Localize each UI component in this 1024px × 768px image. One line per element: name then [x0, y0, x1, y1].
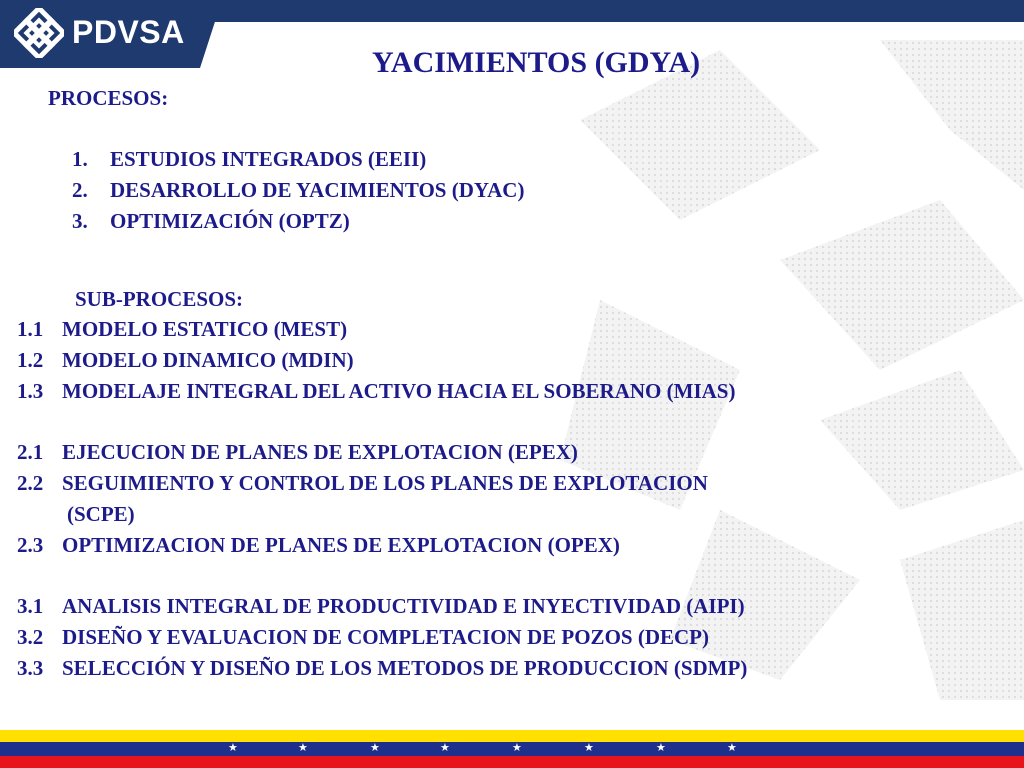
subprocesos-heading: SUB-PROCESOS:: [75, 287, 244, 311]
logo-block: [0, 0, 200, 68]
list-item-number: 2.3: [17, 533, 44, 557]
star-icon: ★: [440, 741, 450, 754]
list-item: DESARROLLO DE YACIMIENTOS (DYAC): [110, 178, 525, 202]
flag-stripe-red: [0, 756, 1024, 768]
list-item: SELECCIÓN Y DISEÑO DE LOS METODOS DE PRODUCCION (SDMP): [62, 656, 748, 680]
list-item: OPTIMIZACIÓN (OPTZ): [110, 209, 350, 233]
list-item-number: 2.: [72, 178, 88, 202]
star-icon: ★: [584, 741, 594, 754]
star-icon: ★: [228, 741, 238, 754]
list-item-number: 2.1: [17, 440, 44, 464]
list-item-number: 1.3: [17, 379, 44, 403]
star-icon: ★: [512, 741, 522, 754]
list-item: MODELO DINAMICO (MDIN): [62, 348, 354, 372]
procesos-heading: PROCESOS:: [48, 86, 169, 110]
list-item: DISEÑO Y EVALUACION DE COMPLETACION DE POZOS (DECP): [62, 625, 709, 649]
list-item: MODELO ESTATICO (MEST): [62, 317, 348, 341]
list-item-number: 2.2: [17, 471, 44, 495]
list-item-number: 3.1: [17, 594, 44, 618]
star-icon: ★: [727, 741, 737, 754]
star-icon: ★: [656, 741, 666, 754]
list-item-number: 3.2: [17, 625, 44, 649]
list-item: OPTIMIZACION DE PLANES DE EXPLOTACION (OPEX): [62, 533, 620, 557]
pdvsa-logo-icon: [14, 8, 64, 58]
logo-slant: [200, 0, 222, 68]
list-item-number: 1.2: [17, 348, 44, 372]
slide-title: YACIMIENTOS (GDYA): [372, 46, 701, 79]
list-item-number: 3.: [72, 209, 88, 233]
list-item-number: 3.3: [17, 656, 44, 680]
list-item: ESTUDIOS INTEGRADOS (EEII): [110, 147, 427, 171]
list-item: EJECUCION DE PLANES DE EXPLOTACION (EPEX): [62, 440, 578, 464]
list-item-continuation: (SCPE): [67, 502, 135, 526]
list-item: ANALISIS INTEGRAL DE PRODUCTIVIDAD E INYECTIVIDAD (AIPI): [62, 594, 745, 618]
star-icon: ★: [298, 741, 308, 754]
star-icon: ★: [370, 741, 380, 754]
list-item: SEGUIMIENTO Y CONTROL DE LOS PLANES DE EXPLOTACION: [62, 471, 708, 495]
logo-text: PDVSA: [72, 14, 185, 50]
list-item-number: 1.1: [17, 317, 44, 341]
list-item: MODELAJE INTEGRAL DEL ACTIVO HACIA EL SOBERANO (MIAS): [62, 379, 736, 403]
list-item-number: 1.: [72, 147, 88, 171]
